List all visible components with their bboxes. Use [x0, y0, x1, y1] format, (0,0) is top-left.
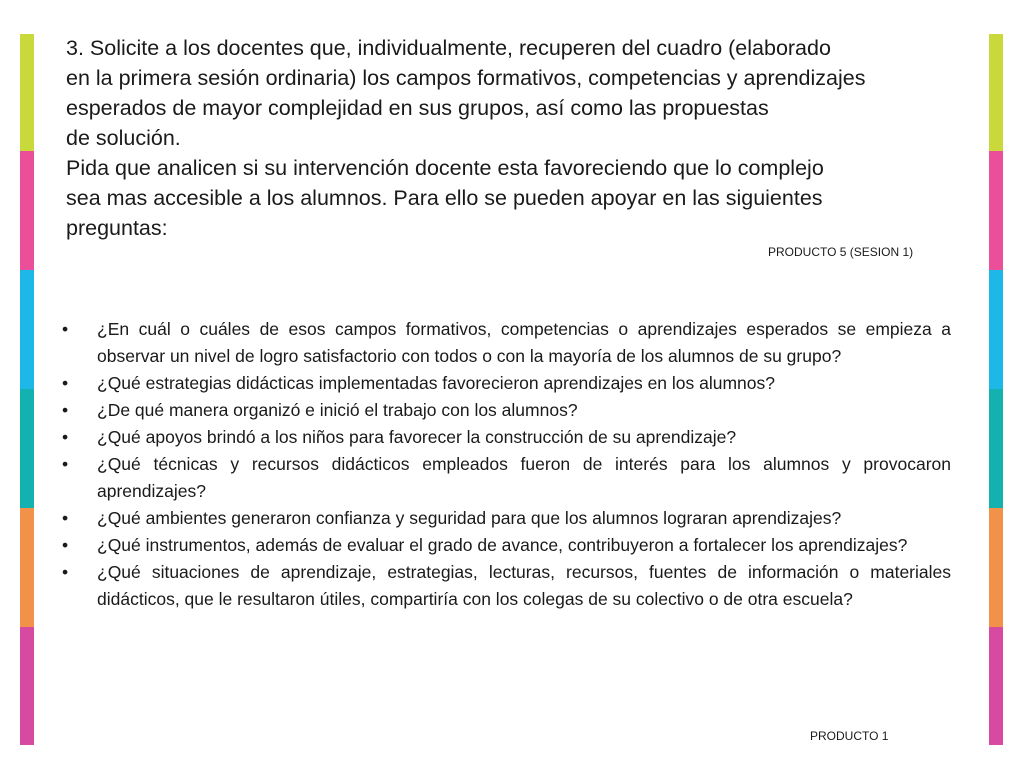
list-item: [62, 397, 951, 424]
question-text: ¿Qué estrategias didácticas implementadas favorecieron aprendizajes en los alumnos?: [97, 373, 776, 393]
question-text: ¿Qué situaciones de aprendizaje, estrategias, lecturas, recursos, fuentes de información o materiales didácticos, que le resultaron útiles, compartiría con los colegas de su colectivo o de otra escuela?: [97, 562, 951, 609]
stripe-segment: [989, 34, 1003, 151]
list-item: [62, 451, 951, 505]
list-item: [62, 505, 951, 532]
bullet-icon: •: [62, 562, 69, 582]
stripe-segment: [989, 627, 1003, 745]
bullet-icon: •: [62, 508, 69, 528]
question-list: [62, 316, 951, 613]
product-tag-top: PRODUCTO 5 (SESION 1): [768, 245, 914, 259]
stripe-segment: [20, 389, 34, 508]
stripe-segment: [989, 151, 1003, 270]
stripe-segment: [20, 508, 34, 627]
stripe-segment: [989, 508, 1003, 627]
instruction-line: esperados de mayor complejidad en sus grupos, así como las propuestas: [66, 96, 769, 120]
instruction-line: Pida que analicen si su intervención docente esta favoreciendo que lo complejo: [66, 156, 824, 180]
bullet-icon: •: [62, 319, 69, 339]
stripe-segment: [20, 34, 34, 151]
question-text: ¿Qué apoyos brindó a los niños para favorecer la construcción de su aprendizaje?: [97, 427, 737, 447]
bullet-icon: •: [62, 535, 69, 555]
list-item: [62, 559, 951, 613]
instruction-line: en la primera sesión ordinaria) los campos formativos, competencias y aprendizajes: [66, 66, 866, 90]
instruction-text: [66, 33, 966, 243]
question-text: ¿Qué técnicas y recursos didácticos empleados fueron de interés para los alumnos y provocaron aprendizajes?: [97, 454, 951, 501]
list-item: [62, 370, 951, 397]
list-item: [62, 316, 951, 370]
bullet-icon: •: [62, 400, 69, 420]
stripe-segment: [989, 270, 1003, 389]
product-tag-bottom: PRODUCTO 1: [810, 729, 889, 743]
list-item: [62, 424, 951, 451]
bullet-icon: •: [62, 427, 69, 447]
stripe-segment: [20, 151, 34, 270]
list-item: [62, 532, 951, 559]
instruction-line: 3. Solicite a los docentes que, individualmente, recuperen del cuadro (elaborado: [66, 36, 831, 60]
question-text: ¿En cuál o cuáles de esos campos formativos, competencias o aprendizajes esperados se empieza a observar un nivel de logro satisfactorio con todos o con la mayoría de los alumnos de su grupo?: [97, 319, 951, 366]
bullet-icon: •: [62, 373, 69, 393]
instruction-line: preguntas:: [66, 216, 168, 240]
bullet-icon: •: [62, 454, 69, 474]
stripe-segment: [20, 270, 34, 389]
question-text: ¿Qué ambientes generaron confianza y seguridad para que los alumnos lograran aprendizajes?: [97, 508, 842, 528]
instruction-line: de solución.: [66, 126, 181, 150]
question-text: ¿De qué manera organizó e inició el trabajo con los alumnos?: [97, 400, 578, 420]
stripe-segment: [989, 389, 1003, 508]
stripe-segment: [20, 627, 34, 745]
instruction-line: sea mas accesible a los alumnos. Para ello se pueden apoyar en las siguientes: [66, 186, 823, 210]
question-text: ¿Qué instrumentos, además de evaluar el grado de avance, contribuyeron a fortalecer los aprendizajes?: [97, 535, 908, 555]
